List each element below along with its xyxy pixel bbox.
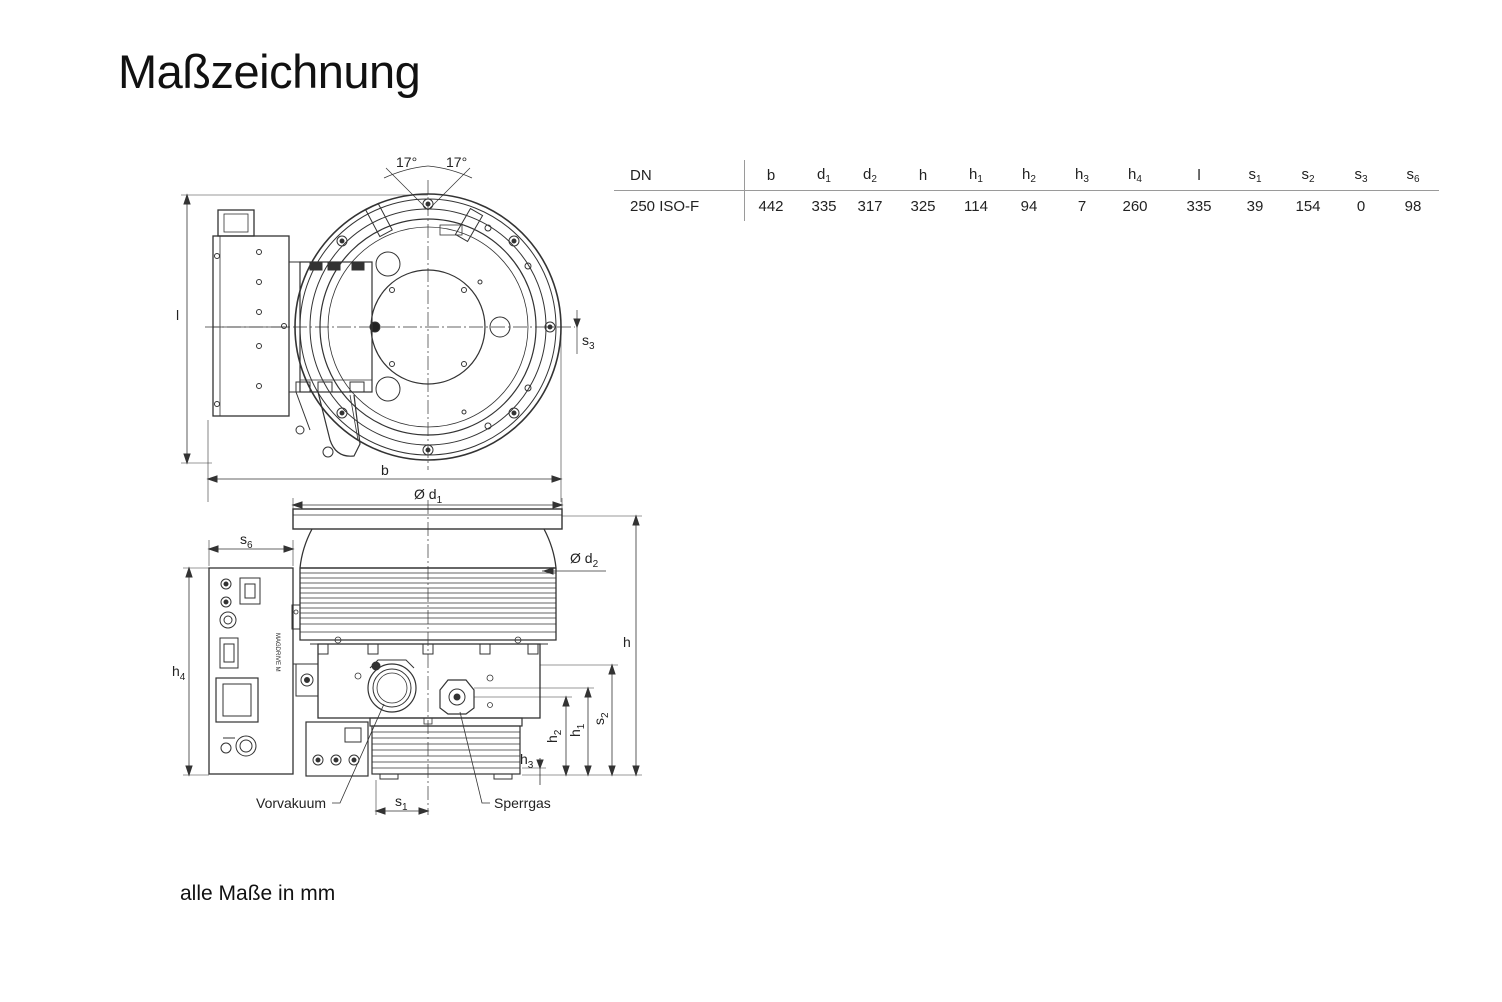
- dim-label-d2: Ø $d_2$: [570, 550, 599, 570]
- top-view: [181, 166, 580, 502]
- column-header-subscript: 1: [977, 173, 983, 185]
- vorvakuum-port: [368, 664, 416, 712]
- column-header: [1063, 160, 1101, 191]
- table-cell: 98: [1404, 197, 1422, 215]
- column-header: [1101, 160, 1169, 191]
- column-header-label: h: [1022, 165, 1031, 183]
- dim-label-b: b: [381, 462, 389, 478]
- angle-label-right: 17°: [446, 154, 468, 170]
- column-header-subscript: 2: [1308, 173, 1315, 185]
- dim-label-s1: $s_1$: [395, 793, 408, 813]
- dimensions-table-body: [614, 191, 1439, 222]
- column-header-label: b: [766, 166, 776, 184]
- column-header-label: l: [1197, 166, 1201, 184]
- column-header: [1281, 160, 1335, 191]
- column-header: [889, 160, 957, 191]
- column-header: [745, 160, 798, 191]
- page-title: Maßzeichnung: [118, 45, 421, 98]
- column-header-subscript: 3: [1361, 173, 1368, 185]
- column-header-label: s: [1301, 165, 1309, 183]
- table-cell: 94: [1020, 197, 1038, 215]
- column-header-label: h: [969, 165, 978, 183]
- column-header: [1169, 160, 1229, 191]
- table-cell: 325: [910, 197, 936, 215]
- sperrgas-label: Sperrgas: [494, 795, 551, 811]
- column-header-subscript: 1: [1255, 173, 1262, 185]
- column-header-label: d: [863, 165, 872, 183]
- column-header-label: h: [918, 166, 928, 184]
- panel-connectors: [216, 578, 260, 756]
- dim-label-h: h: [623, 634, 631, 650]
- column-header-label: s: [1406, 165, 1414, 183]
- header-row: [614, 160, 1439, 191]
- column-header-subscript: 2: [1030, 173, 1036, 185]
- table-row: [614, 191, 1439, 222]
- dim-label-h1: $h_1$: [567, 723, 587, 737]
- dim-label-s2: $s_2$: [591, 712, 611, 725]
- units-footnote: alle Maße in mm: [180, 882, 336, 905]
- dim-label-d1: Ø $d_1$: [414, 486, 443, 506]
- table-cell: 250 ISO-F: [614, 191, 745, 222]
- dim-label-s3: $s_3$: [582, 332, 595, 352]
- column-header-label: h: [1075, 165, 1084, 183]
- column-header: [851, 160, 889, 191]
- dim-label-h2: $h_2$: [544, 729, 564, 743]
- vorvakuum-label: Vorvakuum: [256, 795, 327, 811]
- dim-label-s6: $s_6$: [240, 531, 253, 551]
- dim-label-h3: $h_3$: [520, 751, 534, 771]
- table-cell: 114: [964, 197, 988, 215]
- column-header: [797, 160, 851, 191]
- iso-f-flange: [293, 509, 562, 529]
- table-cell: 442: [758, 197, 784, 215]
- column-header-subscript: 6: [1413, 173, 1420, 185]
- table-cell: 260: [1122, 197, 1148, 215]
- column-header: [995, 160, 1063, 191]
- column-header: [1335, 160, 1387, 191]
- dimensions-table: [614, 160, 1439, 221]
- column-header: [1387, 160, 1439, 191]
- table-cell: 154: [1295, 197, 1321, 215]
- column-header-label: d: [817, 165, 826, 183]
- column-header-subscript: 4: [1136, 173, 1142, 185]
- column-header-label: DN: [630, 166, 652, 184]
- dim-label-h4: $h_4$: [172, 663, 186, 683]
- dimensions-table-header: [614, 160, 1439, 191]
- table-cell: 7: [1077, 197, 1087, 215]
- column-header-subscript: 3: [1083, 173, 1089, 185]
- dim-label-l: l: [176, 307, 180, 323]
- column-header: [1229, 160, 1281, 191]
- table-cell: 0: [1356, 197, 1366, 215]
- column-header: [614, 160, 745, 191]
- table-cell: 317: [857, 197, 883, 215]
- column-header-subscript: 1: [825, 173, 831, 185]
- table-cell: 335: [811, 197, 837, 215]
- controller-box: [213, 236, 289, 416]
- table-cell: 39: [1246, 197, 1264, 215]
- table-cell: 335: [1186, 197, 1212, 215]
- column-header-label: h: [1128, 165, 1137, 183]
- panel-label: MAGDRIVE M: [274, 633, 280, 672]
- angle-label-left: 17°: [396, 154, 418, 170]
- column-header-label: s: [1248, 165, 1256, 183]
- column-header-subscript: 2: [871, 173, 877, 185]
- column-header: [957, 160, 995, 191]
- column-header-label: s: [1354, 165, 1362, 183]
